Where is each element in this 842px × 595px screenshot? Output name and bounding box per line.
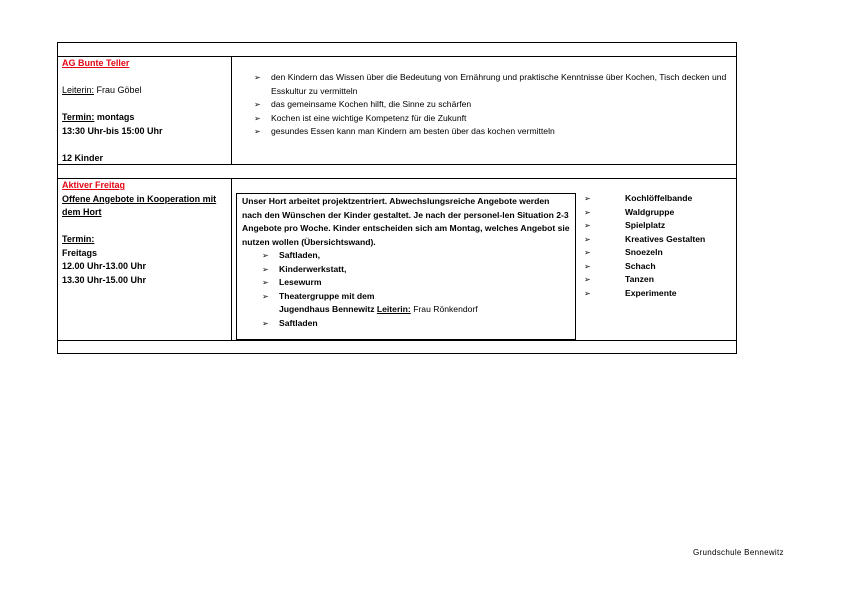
aktiver-freitag-info bbox=[62, 179, 228, 287]
meeting-time: 13.30 Uhr-15.00 Uhr bbox=[62, 274, 147, 285]
theatre-leader-label: Leiterin: bbox=[376, 304, 411, 314]
offer-item: ➢ Lesewurm bbox=[262, 276, 570, 290]
activity-item: ➢ Snoezeln bbox=[584, 246, 734, 260]
arrow-bullet-icon: ➢ bbox=[262, 264, 269, 274]
ag-goals bbox=[254, 71, 734, 139]
time-label: Termin: bbox=[62, 112, 95, 122]
activity-item: ➢ Experimente bbox=[584, 287, 734, 301]
meeting-time: 13:30 Uhr-bis 15:00 Uhr bbox=[62, 125, 163, 136]
column-divider bbox=[231, 178, 232, 340]
arrow-bullet-icon: ➢ bbox=[262, 251, 269, 260]
arrow-bullet-icon: ➢ bbox=[262, 278, 269, 287]
arrow-bullet-icon: ➢ bbox=[584, 194, 591, 203]
activity-item: ➢ Kochlöffelbande bbox=[584, 192, 734, 206]
theatre-leader-name: Frau Rönkendorf bbox=[413, 304, 478, 314]
ag-title: AG Bunte Teller bbox=[62, 58, 130, 68]
meeting-time: 12.00 Uhr-13.00 Uhr bbox=[62, 261, 147, 271]
activity-item: ➢ Tanzen bbox=[584, 273, 734, 287]
goal-item: ➢ das gemeinsame Kochen hilft, die Sinne zu schärfen bbox=[254, 98, 734, 112]
arrow-bullet-icon: ➢ bbox=[584, 207, 591, 217]
offer-item: ➢ Kinderwerkstatt, bbox=[262, 263, 570, 277]
freitag-title: Aktiver Freitag bbox=[62, 180, 126, 190]
goal-item: ➢ Kochen ist eine wichtige Kompetenz für die Zukunft bbox=[254, 112, 734, 126]
activity-item: ➢ Schach bbox=[584, 260, 734, 274]
hort-intro: Unser Hort arbeitet projektzentriert. Abwechslungsreiche Angebote werden nach den Wünschen der Kinder gestaltet. Je nach der personel-len Situation 2-3 Angebote pro Woche. Kinder entscheiden sich am Montag, welches Angebot sie nutzen wollen (Übersichtswand). bbox=[242, 196, 570, 247]
goal-item: ➢ gesundes Essen kann man Kindern am besten über das kochen vermitteln bbox=[254, 125, 734, 139]
freitag-subtitle: Offene Angebote in Kooperation mit dem Hort bbox=[62, 193, 217, 217]
school-footer: Grundschule Bennewitz bbox=[693, 548, 784, 557]
meeting-day: montags bbox=[96, 112, 135, 122]
activity-item: ➢ Kreatives Gestalten bbox=[584, 233, 734, 247]
offer-item: ➢ Theatergruppe mit dem Jugendhaus Bennewitz Leiterin: Frau Rönkendorf bbox=[262, 290, 478, 314]
arrow-bullet-icon: ➢ bbox=[254, 127, 261, 136]
hort-description-box bbox=[236, 193, 576, 340]
arrow-bullet-icon: ➢ bbox=[262, 291, 269, 301]
goal-item: ➢ den Kindern das Wissen über die Bedeutung von Ernährung und praktische Kenntnisse über Kochen, Tisch decken und Esskultur zu vermitteln bbox=[254, 72, 727, 96]
leader-label: Leiterin: bbox=[62, 85, 95, 95]
arrow-bullet-icon: ➢ bbox=[584, 221, 591, 230]
arrow-bullet-icon: ➢ bbox=[262, 318, 269, 328]
child-count: 12 Kinder bbox=[62, 152, 104, 163]
activity-item: ➢ Spielplatz bbox=[584, 219, 734, 233]
offer-item: ➢ Saftladen bbox=[262, 317, 570, 331]
column-divider bbox=[231, 56, 232, 164]
program-table bbox=[57, 42, 737, 354]
arrow-bullet-icon: ➢ bbox=[254, 100, 261, 109]
offer-item: ➢ Saftladen, bbox=[262, 249, 570, 263]
arrow-bullet-icon: ➢ bbox=[584, 234, 591, 244]
arrow-bullet-icon: ➢ bbox=[584, 288, 591, 298]
arrow-bullet-icon: ➢ bbox=[254, 73, 261, 82]
ag-bunte-teller-info bbox=[62, 57, 228, 165]
arrow-bullet-icon: ➢ bbox=[584, 275, 591, 284]
time-label: Termin: bbox=[62, 234, 95, 244]
activity-item: ➢ Waldgruppe bbox=[584, 206, 734, 220]
meeting-day: Freitags bbox=[62, 247, 98, 258]
activity-list bbox=[584, 192, 734, 300]
arrow-bullet-icon: ➢ bbox=[584, 261, 591, 271]
arrow-bullet-icon: ➢ bbox=[584, 248, 591, 257]
leader-name: Frau Göbel bbox=[96, 85, 142, 95]
row-divider bbox=[58, 340, 736, 341]
arrow-bullet-icon: ➢ bbox=[254, 113, 261, 123]
